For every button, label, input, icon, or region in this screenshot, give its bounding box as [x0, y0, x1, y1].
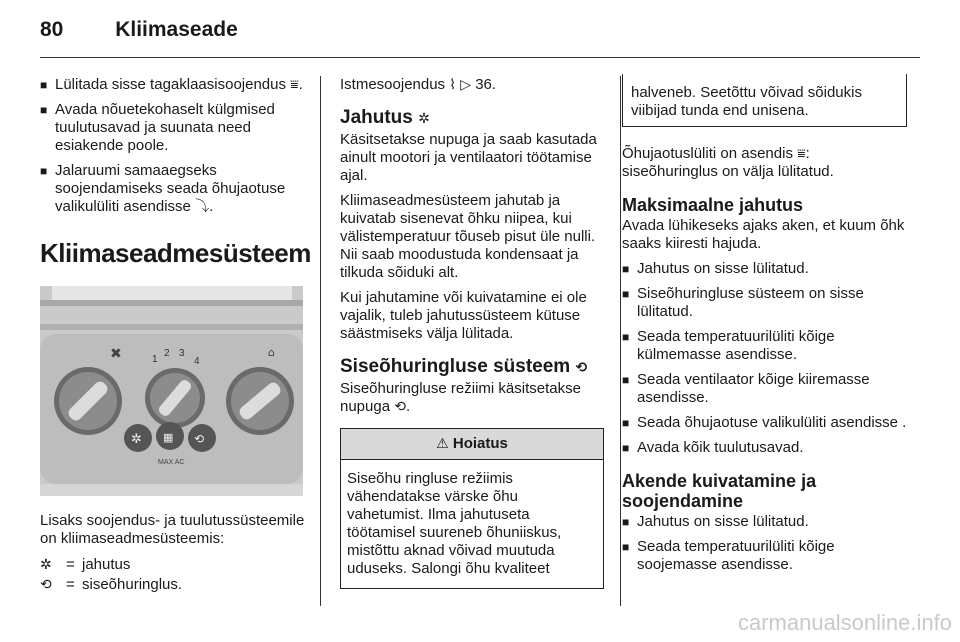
column-1 — [40, 76, 311, 595]
svg-text:MAX AC: MAX AC — [158, 459, 185, 466]
intro-text: Lisaks soojendus- ja tuulutussüsteemile on kliimaseadmesüsteemis: — [40, 512, 305, 547]
max-cooling-intro: Avada lühikeseks ajaks aken, et kuum õhk saaks kiiresti hajuda. — [622, 217, 905, 252]
list-item: ■ Lülitada sisse tagaklaasisoojendus ⩸. — [40, 76, 308, 94]
section-heading: Kliimaseadmesüsteem — [40, 238, 311, 268]
foot-windscreen-icon: ⤵ — [195, 199, 210, 215]
column-2 — [340, 76, 604, 589]
svg-text:✲: ✲ — [131, 432, 142, 447]
definitions-list — [40, 555, 308, 595]
list-item: ■ Seada õhujaotuse valikulüliti asendisse . — [622, 414, 907, 432]
svg-text:3: 3 — [179, 348, 185, 359]
snowflake-icon: ✲ — [40, 557, 52, 573]
svg-text:4: 4 — [194, 356, 200, 367]
distribution-switch-text: Õhujaotuslüliti on asendis ⩸: siseõhuringlus on välja lülitatud. — [622, 145, 834, 180]
cooling-text-3: Kui jahutamine või kuivatamine ei ole vajalik, tuleb jahutussüsteem kütuse säästmiseks välja lülitada. — [340, 289, 587, 342]
list-item: ■ Seada temperatuurilüliti kõige külmemasse asendisse. — [622, 328, 907, 364]
list-item: ■ Avada kõik tuulutusavad. — [622, 439, 907, 457]
warning-box-continued: halveneb. Seetõttu võivad sõidukis viibijad tunda end unisena. — [622, 74, 907, 127]
list-item: ■ Seada temperatuurilüliti kõige soojemasse asendisse. — [622, 538, 907, 574]
svg-text:⌂: ⌂ — [268, 346, 275, 359]
recirculation-text: Siseõhuringluse režiimi käsitsetakse nupuga ⟲. — [340, 380, 581, 415]
header-rule — [40, 57, 920, 58]
list-item: ■ Jahutus on sisse lülitatud. — [622, 513, 907, 531]
seat-heating-reference: Istmesoojendus ⌇ ▷ 36. — [340, 76, 497, 93]
snowflake-icon: ✲ — [418, 111, 430, 127]
list-item: ■ Seada ventilaator kõige kiiremasse asendisse. — [622, 371, 907, 407]
svg-text:▦: ▦ — [163, 431, 174, 444]
column-3 — [622, 76, 907, 581]
seat-heating-icon: ⌇ — [449, 77, 457, 93]
recirculation-icon: ⟲ — [394, 399, 406, 415]
recirculation-icon: ⟲ — [40, 577, 52, 593]
column-divider-2 — [620, 76, 621, 606]
cooling-text-2: Kliimaseadmesüsteem jahutab ja kuivatab sisenevat õhku niipea, kui välistemperatuur tõuseb pisut üle nulli. Nii saab moodustuda kondensaat ja tilkuda sõiduki alt. — [340, 192, 596, 281]
svg-text:1: 1 — [152, 354, 158, 365]
page-header — [40, 18, 238, 42]
warning-header: ⚠ Hoiatus — [341, 429, 603, 460]
cooling-text-1: Käsitsetakse nupuga ja saab kasutada ainult mootori ja ventilaatori töötamise ajal. — [340, 131, 597, 184]
ventilation-icon: ⩸ — [797, 146, 806, 162]
list-item: ■ Avada nõuetekohaselt külgmised tuulutusavad ja suunata need esiakende poole. — [40, 101, 308, 155]
list-item: ■ Jalaruumi samaaegseks soojendamiseks seada õhujaotuse valikulüliti asendisse ⤵. — [40, 162, 308, 216]
drying-heading: Akende kuivatamine ja soojendamine — [622, 471, 817, 511]
svg-text:⟲: ⟲ — [194, 432, 205, 446]
control-panel-illustration — [40, 286, 303, 496]
max-cooling-heading: Maksimaalne jahutus — [622, 195, 804, 215]
page-title: Kliimaseade — [115, 18, 238, 41]
list-item: ■ Jahutus on sisse lülitatud. — [622, 260, 907, 278]
recirculation-heading: Siseõhuringluse süsteem ⟲ — [340, 356, 588, 377]
list-item: ■ Siseõhuringluse süsteem on sisse lülitatud. — [622, 285, 907, 321]
definition-row: ✲ = jahutus — [40, 556, 131, 573]
climate-control-photo — [40, 286, 303, 496]
page-reference-arrow-icon: ▷ — [460, 77, 472, 93]
rear-defrost-icon: ⩸ — [290, 77, 299, 93]
definition-row: ⟲ = siseõhuringlus. — [40, 576, 183, 593]
page-number: 80 — [40, 18, 64, 41]
watermark: carmanualsonline.info — [737, 610, 952, 635]
warning-box — [340, 428, 604, 589]
svg-text:✖: ✖ — [110, 346, 122, 362]
recirculation-icon: ⟲ — [575, 360, 588, 376]
column-divider-1 — [320, 76, 321, 606]
warning-text: Siseõhu ringluse režiimis vähendatakse värske õhu vahetumist. Ilma jahutuseta töötamisel suureneb õhuniiskus, mistõttu aknad võivad muutuda uduseks. Salongi õhu kvaliteet — [347, 470, 562, 577]
cooling-heading: Jahutus ✲ — [340, 107, 430, 128]
warning-triangle-icon: ⚠ — [436, 436, 449, 452]
svg-text:2: 2 — [164, 348, 170, 359]
